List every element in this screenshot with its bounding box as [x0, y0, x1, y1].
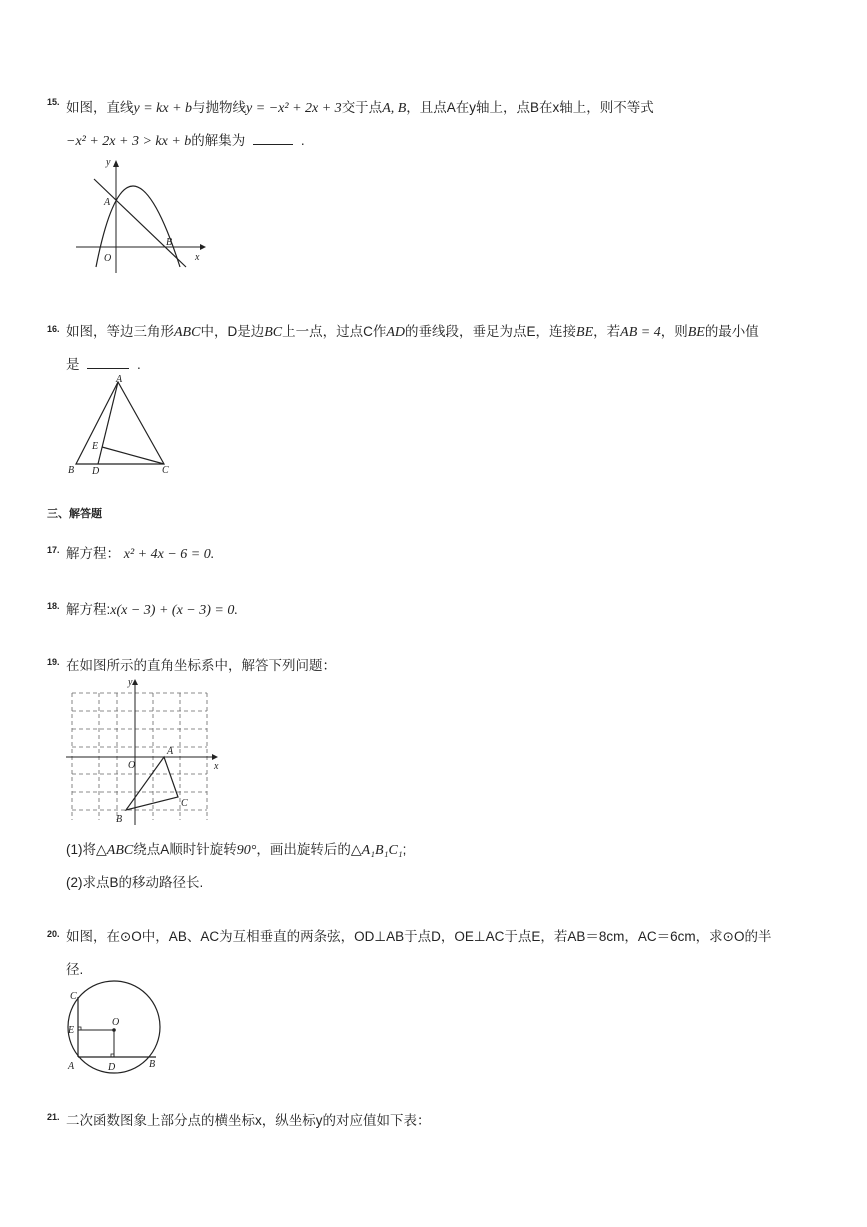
- question-text-line-2: 径.: [66, 962, 84, 977]
- y-axis-label: y: [106, 157, 111, 168]
- answer-blank[interactable]: [87, 367, 129, 369]
- point-a-label: A: [68, 1061, 75, 1072]
- origin-label: O: [128, 760, 136, 771]
- point-e-label: E: [68, 1025, 75, 1036]
- section-header: 三、解答题: [47, 508, 102, 520]
- point-e-label: E: [92, 441, 99, 452]
- question-text: 在如图所示的直角坐标系中，解答下列问题：: [66, 658, 336, 673]
- figure-triangle: [62, 372, 182, 482]
- point-b-label: B: [166, 237, 173, 248]
- question-text-line-1: 如图，直线y = kx + b与抛物线y = −x² + 2x + 3交于点A, B，且点A在y轴上，点B在x轴上，则不等式: [66, 100, 654, 116]
- point-o-label: O: [112, 1017, 120, 1028]
- origin-label: O: [104, 253, 112, 264]
- question-number: 20.: [47, 929, 60, 939]
- point-c-label: C: [162, 465, 169, 476]
- point-b-label: B: [68, 465, 75, 476]
- question-text-line-1: 如图，在⊙O中，AB、AC为互相垂直的两条弦，OD⊥AB于点D，OE⊥AC于点E，若AB＝8cm，AC＝6cm，求⊙O的半: [66, 929, 772, 944]
- answer-blank[interactable]: [253, 143, 293, 145]
- question-text: 二次函数图象上部分点的横坐标x，纵坐标y的对应值如下表：: [66, 1113, 431, 1128]
- question-number: 19.: [47, 657, 60, 667]
- figure-coordinate-grid: [64, 675, 224, 830]
- sub-question-2: (2)求点B的移动路径长.: [66, 875, 204, 890]
- point-c-label: C: [181, 798, 188, 809]
- question-text-line-1: 如图，等边三角形ABC中，D是边BC上一点，过点C作AD的垂线段，垂足为点E，连接BE，若AB = 4，则BE的最小值: [66, 324, 759, 340]
- point-a-label: A: [104, 197, 111, 208]
- y-axis-label: y: [128, 677, 133, 688]
- x-axis-label: x: [214, 761, 219, 772]
- question-text-line-2: 是 .: [66, 357, 141, 372]
- point-b-label: B: [116, 814, 123, 825]
- point-b-label: B: [149, 1059, 156, 1070]
- question-number: 17.: [47, 545, 60, 555]
- point-c-label: C: [70, 991, 77, 1002]
- sub-question-1: (1)将△ABC绕点A顺时针旋转90°，画出旋转后的△A₁B₁C₁;: [66, 842, 407, 858]
- point-d-label: D: [92, 466, 100, 477]
- question-text: 解方程： x² + 4x − 6 = 0.: [66, 546, 215, 562]
- question-text: 解方程:x(x − 3) + (x − 3) = 0.: [66, 602, 238, 618]
- question-text-line-2: −x² + 2x + 3 > kx + b的解集为 .: [66, 133, 305, 149]
- point-d-label: D: [108, 1062, 116, 1073]
- question-number: 16.: [47, 324, 60, 334]
- point-a-label: A: [167, 746, 174, 757]
- figure-circle: [62, 975, 172, 1080]
- question-number: 15.: [47, 97, 60, 107]
- figure-parabola-line: [70, 155, 210, 275]
- question-number: 21.: [47, 1112, 60, 1122]
- point-a-label: A: [116, 374, 123, 385]
- question-number: 18.: [47, 601, 60, 611]
- x-axis-label: x: [195, 252, 200, 263]
